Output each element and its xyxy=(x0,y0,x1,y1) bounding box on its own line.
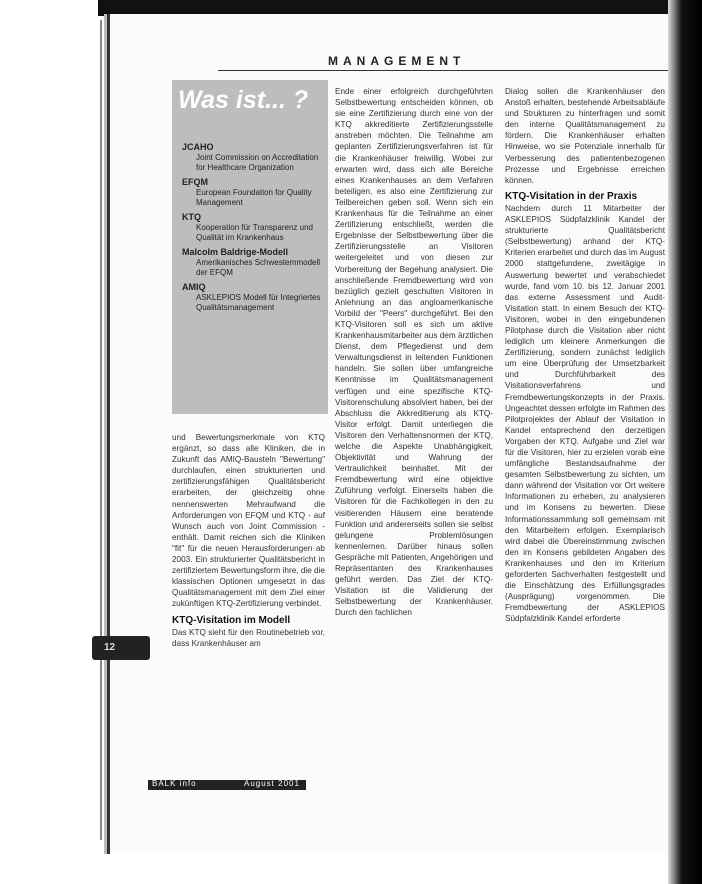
glossary-term: Malcolm Baldrige-Modell xyxy=(182,247,289,257)
paragraph: Das KTQ sieht für den Routinebetrieb vor, dass Krankenhäuser am xyxy=(172,627,325,648)
issue-date: August 2001 xyxy=(244,779,300,788)
glossary-term: AMIQ xyxy=(182,282,206,292)
glossary-term: JCAHO xyxy=(182,142,214,152)
section-header: MANAGEMENT xyxy=(328,54,466,68)
footer xyxy=(152,779,300,788)
glossary-term: EFQM xyxy=(182,177,208,187)
page-number-tab xyxy=(92,636,150,660)
text-column-1 xyxy=(172,432,325,654)
subheading: KTQ-Visitation in der Praxis xyxy=(505,190,638,202)
glossary-description: Joint Commission on Accreditation for Healthcare Organization xyxy=(196,153,319,172)
paragraph: Ende einer erfolgreich durchgeführten Selbstbewertung entscheiden können, ob sie eine Zertifizierung durch eine von der KTQ akkreditierte Zertifizierungsstelle anstreben möchten. Die Teilnahme am geplanten Zertifizierungsverfahren ist für die Krankenhäuser freiwillig. Wobei zur erwarten wird, dass sich alle Bereiche eines Krankenhauses an dem Verfahren beteiligen, es also eine Zertifizierung zur Teilbereichen geben soll. Wenn sich ein Krankenhaus für die Teilnahme an einer Zertifizierung entschließt, werden die Ergebnisse der Selbstbewertung über die Zertifizierungsstelle an Visitoren weitergeleitet und von diesen zur Vorbereitung der Begehung analysiert. Die anschließende Fremdbewertung wird von bezüglich gezielt geschulten Visitoren in Anlehnung an das angloamerikanische Vorbild der "Peers" durchgeführt. Bei den KTQ-Visitoren soll es sich um aktive Krankenhausmitarbeiter aus dem ärztlichen Dienst, dem Pflegedienst und dem Verwaltungsdienst in leitenden Funktionen handeln. Sie sollen über umfangreiche Kenntnisse im Qualitätsmanagement verfügen und eine spezifische KTQ-Visitorenschulung absolviert haben, bei der Abschluss die Akkreditierung als KTQ-Visitor erfolgt. Damit unterliegen die Visitoren den Verhaltensnormen der KTQ, welche die Aspekte Unabhängigkeit, Objektivität und Wahrung der Vertraulichkeit beinhaltet. Mit der Fremdbewertung wird eine objektive Zuführung verfolgt. Einerseits haben die Visitoren für die Fachkollegen in den zu visitierenden Häusern eine beratende Funktion und andererseits sollen sie selbst gelungene Problemlösungen kennenlernen. Darüber hinaus sollen Gespräche mit Patienten, Angehörigen und Repräsentanten des Krankenhauses geführt werden. Das Ziel der KTQ-Visitation ist die Validierung der Selbstbewertung der Krankenhäuser. Durch den fachlichen xyxy=(335,87,493,618)
glossary-description: European Foundation for Quality Management xyxy=(196,188,312,207)
glossary-list xyxy=(182,138,324,313)
glossary-description: Kooperation für Transparenz und Qualität im Krankenhaus xyxy=(196,223,313,242)
header-rule xyxy=(218,70,668,71)
paragraph: und Bewertungsmerkmale von KTQ ergänzt, so dass alle Kliniken, die in Zukunft das AMIQ-Bausteln "Bewertung" durchlaufen, einen strukturierten und zertifizierungsfähigen Qualitätsbericht erarbeiten, der gleichzeitig ohne nennenswerten Mehraufwand die Anforderungen von EFQM und KTQ - auf Wunsch auch von Joint Commission - enthält. Damit reichen sich die Kliniken "fit" für die neuen Herausforderungen ab 2003. Ein strukturierter Qualitätsbericht in zertifiziertem Bewertungsform ihre, die die klassischen Optionen umgesetzt in das Qualitätsmanagement mit dem Ziel einer zukünftigen KTQ-Zertifizierung verbindet. xyxy=(172,433,325,609)
scan-shadow-right xyxy=(668,0,702,884)
paragraph: Dialog sollen die Krankenhäuser den Anstoß erhalten, bestehende Arbeitsabläufe und Strukturen zu hinterfragen und somit den interne Qualitätsmanagement zu fördern. Die Krankenhäuser erhalten Hinweise, wo sie Potenziale innerhalb für Verbesserung des patientenbezogenen Prozesse und Ergebnisse erreichen können. xyxy=(505,87,665,185)
glossary-description: ASKLEPIOS Modell für Integriertes Qualitätsmanagement xyxy=(196,293,321,312)
page-number: 12 xyxy=(104,642,116,653)
sidebar-title: Was ist... ? xyxy=(178,86,309,114)
subheading: KTQ-Visitation im Modell xyxy=(172,614,291,626)
glossary-description: Amerikanisches Schwesternmodell der EFQM xyxy=(196,258,321,277)
text-column-3 xyxy=(505,86,665,630)
publication-name: BALK info xyxy=(152,779,197,788)
glossary-sidebar xyxy=(172,80,328,414)
text-column-2 xyxy=(335,86,493,624)
paragraph: Nachdem durch 11 Mitarbeiter der ASKLEPIOS Südpfalzklinik Kandel der strukturierte Qualitätsbericht (Selbstbewertung) anhand der KTQ-Kriterien erarbeitet und durch das im August 2000 stattgefundene, zweitägige in Auswertung bewertet und verabschiedet wurde, fand vom 10. bis 12. Januar 2001 das externe Assessment und Audit-Visitation statt. In einem Besuch der KTQ-Visitoren, wobei in den eingebundenen Pilotphase durch die Visitation aber nicht lediglich um kleinere Anmerkungen die Zertifizierung, sondern zunächst lediglich um eine Überprüfung der Umsetzbarkeit und Durchführbarkeit des Visitationsverfahrens und Fremdbewertungskonzepts in der Praxis. Ungeachtet dessen erfolgte im Rahmen des Pilotprojektes der Ablauf der Visitation in Kandel entsprechend den derzeitigen Vorgaben der KTQ. Aufgabe und Ziel war für die Visitoren, hier zu erzielen vorab eine umfängliche Bestandsaufnahme der gesamten Selbstbewertung zu sichten, um dann während der Visitation vor Ort weitere Informationen zu erheben, zu analysieren und im Konsens zu bewerten. Diese Informationssammlung soll gemeinsam mit den Mitarbeitern erfolgen. Exemplarisch wird dabei die Übereinstimmung zwischen den im Konsens gebildeten Angaben des Krankenhauses und den im Kriterium geforderten Sachverhalten festgestellt und die Einschätzung des Erfüllungsgrades (Ausprägung) vorgenommen. Die Fremdbewertung der ASKLEPIOS Südpfalzklinik Kandel erforderte xyxy=(505,203,665,624)
glossary-term: KTQ xyxy=(182,212,201,222)
